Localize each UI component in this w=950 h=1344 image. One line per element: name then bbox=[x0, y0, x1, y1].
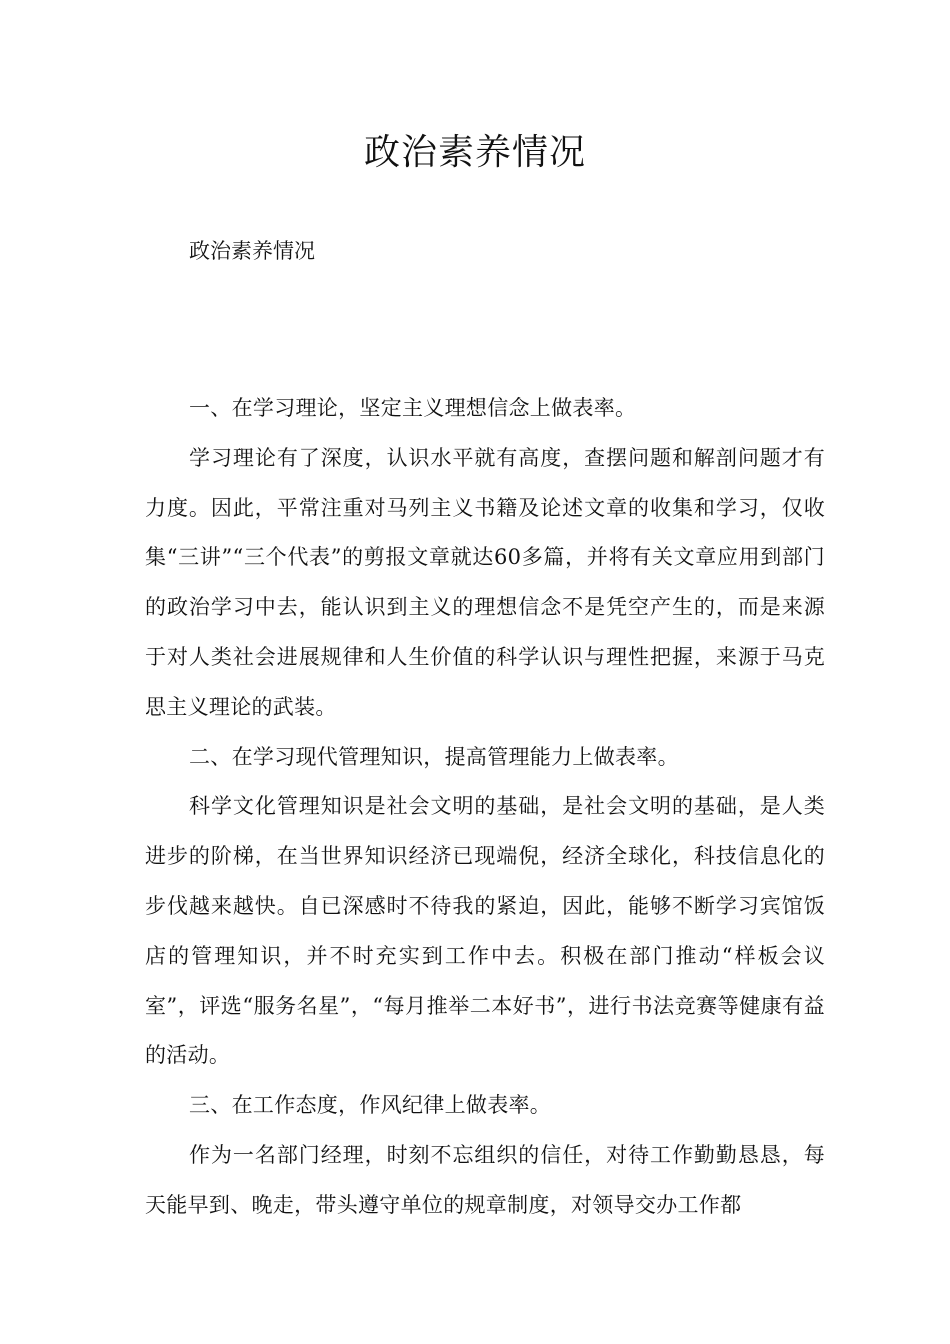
document-title: 政治素养情况 bbox=[363, 132, 586, 173]
paragraph-3: 作为一名部门经理，时刻不忘组织的信任，对待工作勤勤恳恳，每天能早到、晚走，带头遵守单位的规章制度，对领导交办工作都 bbox=[145, 1142, 825, 1217]
section-heading-1: 一、在学习理论，坚定主义理想信念上做表率。 bbox=[189, 396, 637, 420]
paragraph-2: 科学文化管理知识是社会文明的基础，是社会文明的基础，是人类进步的阶梯，在当世界知识经济已现端倪，经济全球化，科技信息化的步伐越来越快。自已深感时不待我的紧迫，因此，能够不断学习宾馆饭店的管理知识，并不时充实到工作中去。积极在部门推动“样板会议室”，评选“服务名星”，“每月推举二本好书”，进行书法竞赛等健康有益的活动。 bbox=[145, 794, 825, 1068]
section-heading-2: 二、在学习现代管理知识，提高管理能力上做表率。 bbox=[189, 744, 679, 769]
document-subtitle: 政治素养情况 bbox=[189, 239, 315, 263]
paragraph-1: 学习理论有了深度，认识水平就有高度，查摆问题和解剖问题才有力度。因此，平常注重对马列主义书籍及论述文章的收集和学习，仅收集“三讲”“三个代表”的剪报文章就达60多篇，并将有关文章应用到部门的政治学习中去，能认识到主义的理想信念不是凭空产生的，而是来源于对人类社会进展规律和人生价值的科学认识与理性把握，来源于马克思主义理论的武装。 bbox=[145, 445, 825, 719]
document-body bbox=[145, 384, 825, 1231]
section-heading-3: 三、在工作态度，作风纪律上做表率。 bbox=[189, 1093, 552, 1118]
